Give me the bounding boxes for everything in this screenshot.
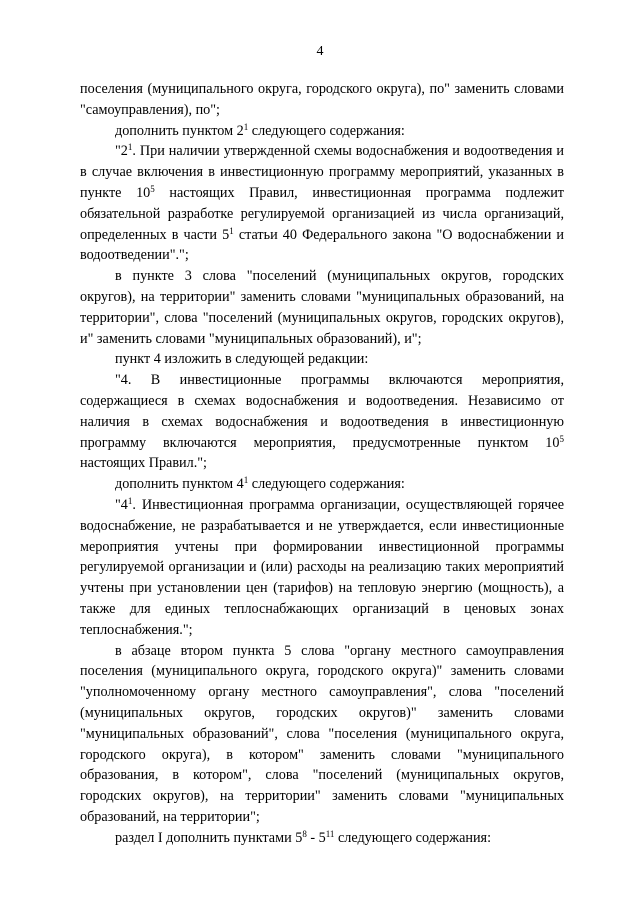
paragraph	[80, 141, 564, 266]
text-segment: в абзаце втором пункта 5 слова "органу местного самоуправления поселения (муниципального округа, городского округа)" заменить словами "уполномоченному органу местного самоуправления", слова "поселений (муниципальных округов, городских округов)" заменить словами "муниципальных образований", слова "поселения (муниципального округа, городского округа), в котором" заменить словами "муниципального образования, в котором", слова "поселений (муниципальных округов, городских округов), на территории" заменить словами "муниципальных образований, на территории";	[80, 642, 564, 825]
text-segment: дополнить пунктом 2	[115, 122, 244, 139]
superscript: 8	[302, 828, 307, 839]
paragraph	[80, 641, 564, 828]
page-number: 4	[316, 44, 324, 59]
text-segment: "4. В инвестиционные программы включаются мероприятия, содержащиеся в схемах водоснабжения и водоотведения. Независимо от наличия в схемах водоснабжения и водоотведения в инвестиционную программу включаются мероприятия, предусмотренные пунктом 10	[80, 372, 564, 451]
document-body	[80, 79, 564, 848]
paragraph	[80, 474, 564, 495]
text-segment: поселения (муниципального округа, городского округа), по" заменить словами "самоуправления), по";	[80, 81, 564, 118]
paragraph	[80, 828, 564, 849]
paragraph	[80, 266, 564, 349]
text-segment: в пункте 3 слова "поселений (муниципальных округов, городских округов), на территории" заменить словами "муниципальных образований, на территории", слова "поселений (муниципальных округов, городских округов), и" заменить словами "муниципальных образований), и";	[80, 268, 564, 347]
text-segment: "2	[115, 143, 128, 160]
text-segment: настоящих Правил, инвестиционная программа подлежит обязательной разработке регулируемой организацией из числа организаций, определенных в части 5	[80, 184, 564, 243]
paragraph	[80, 79, 564, 121]
text-segment: . При наличии утвержденной схемы водоснабжения и водоотведения и в случае включения в инвестиционную программу мероприятий, указанных в пункте 10	[80, 143, 564, 201]
paragraph	[80, 349, 564, 370]
paragraph	[80, 495, 564, 641]
superscript: 1	[243, 121, 249, 132]
superscript: 1	[127, 495, 133, 506]
text-segment: "4	[115, 496, 128, 513]
text-segment: . Инвестиционная программа организации, осуществляющей горячее водоснабжение, не разрабатывается и не утверждается, если инвестиционные мероприятия учтены при формировании инвестиционной программы регулируемой организации и (или) расходы на реализацию таких мероприятий учтены при установлении цен (тарифов) на тепловую энергию (мощность), а также для единых теплоснабжающих организаций в ценовых зонах теплоснабжения.";	[80, 496, 564, 638]
text-segment: раздел I дополнить пунктами 5	[115, 829, 303, 846]
text-segment: дополнить пунктом 4	[115, 476, 244, 493]
superscript: 5	[150, 183, 155, 194]
superscript: 1	[229, 225, 234, 236]
text-segment: следующего содержания:	[248, 476, 405, 493]
paragraph	[80, 121, 564, 142]
text-segment: - 5	[306, 829, 326, 846]
text-segment: статьи 40 Федерального закона "О водоснабжении и водоотведении".";	[80, 226, 564, 264]
text-segment: следующего содержания:	[334, 829, 492, 846]
superscript: 1	[243, 475, 249, 486]
superscript: 11	[325, 828, 335, 839]
text-segment: пункт 4 изложить в следующей редакции:	[115, 351, 369, 368]
superscript: 5	[559, 433, 564, 444]
text-segment: следующего содержания:	[248, 122, 405, 139]
paragraph	[80, 370, 564, 474]
superscript: 1	[127, 142, 133, 153]
text-segment: настоящих Правил.";	[80, 455, 207, 472]
